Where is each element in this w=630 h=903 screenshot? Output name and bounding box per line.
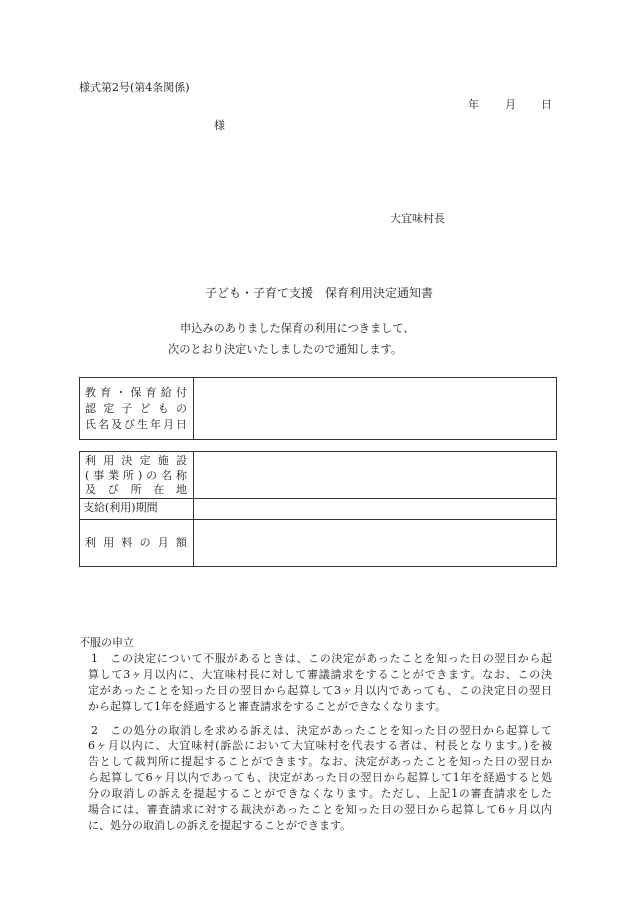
- date-month-label: 月: [505, 98, 516, 111]
- appeal-paragraph-2-line: 分の取消しの訴えを提起することができなくなります。ただし、上記1の審査請求をした: [88, 787, 552, 800]
- appeal-paragraph-2-line: ら起算して6ヶ月以内であっても、決定があった日の翌日から起算して1年を経過すると処: [88, 771, 552, 784]
- period-value: [194, 499, 556, 519]
- appeal-paragraph-1-line: 定があったことを知った日の翌日から起算して3ヶ月以内であっても、この決定日の翌日: [88, 684, 552, 697]
- form-number: 様式第2号(第4条関係): [79, 81, 190, 94]
- appeal-paragraph-1-line: から起算して1年を経過すると審査請求をすることができなくなります。: [88, 700, 447, 713]
- appeal-paragraph-1-line: 1 この決定について不服があるときは、この決定があったことを知った日の翌日から起: [91, 652, 552, 665]
- date-year-label: 年: [468, 98, 479, 111]
- facility-label-line: 及び所在地: [85, 483, 187, 496]
- appeal-heading: 不服の申立: [79, 636, 134, 649]
- intro-line: 次のとおり決定いたしましたので通知します。: [168, 343, 403, 356]
- child-label-line: 氏名及び生年月日: [85, 418, 187, 431]
- document-title: 子ども・子育て支援 保育利用決定通知書: [205, 286, 434, 300]
- date-day-label: 日: [541, 98, 552, 111]
- appeal-paragraph-1-line: 算して3ヶ月以内に、大宜味村長に対して審議請求をすることができます。なお、この決: [88, 668, 552, 681]
- addressee-suffix: 様: [214, 119, 225, 132]
- child-name-birthdate-value: [194, 378, 556, 439]
- child-label-line: 認定子どもの: [85, 402, 187, 415]
- appeal-paragraph-2-line: に、処分の取消しの訴えを提起することができます。: [88, 819, 352, 832]
- facility-name-address-value: [194, 452, 556, 498]
- appeal-paragraph-2-line: 告として裁判所に提起することができます。なお、決定があったことを知った日の翌日か: [88, 755, 552, 768]
- appeal-paragraph-2-line: 場合には、審査請求に対する裁決があったことを知った日の翌日から起算して6ヶ月以内: [88, 803, 552, 816]
- appeal-paragraph-2-line: 6ヶ月以内に、大宜味村(訴訟において大宜味村を代表する者は、村長となります。)を被: [88, 739, 552, 752]
- intro-line: 申込みのありました保育の利用につきまして、: [180, 322, 415, 335]
- child-label-line: 教育・保育給付: [85, 386, 187, 399]
- monthly-fee-value: [194, 520, 556, 566]
- facility-label-line: 利用決定施設: [85, 454, 187, 467]
- monthly-fee-label: 利用料の月額: [85, 536, 187, 549]
- facility-label-line: (事業所)の名称: [85, 469, 187, 482]
- issuer-name: 大宜味村長: [390, 212, 445, 225]
- appeal-paragraph-2-line: 2 この処分の取消しを求める訴えは、決定があったことを知った日の翌日から起算して: [91, 724, 552, 737]
- period-label: 支給(利用)期間: [83, 501, 158, 514]
